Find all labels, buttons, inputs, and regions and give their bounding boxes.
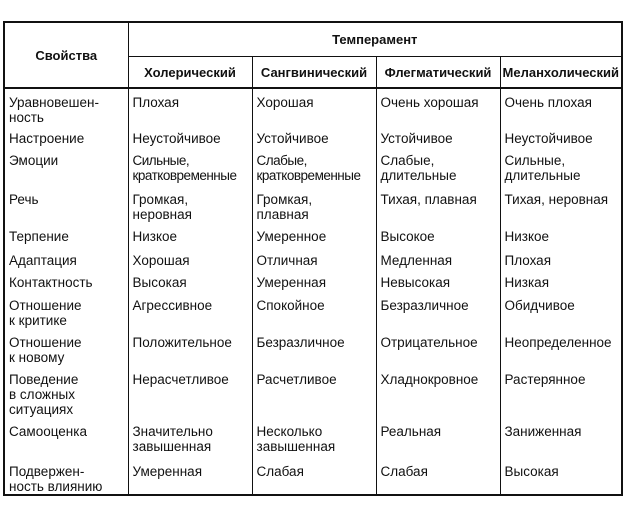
value-cell: Слабые, длительные bbox=[376, 147, 500, 186]
property-cell: Адаптация bbox=[4, 247, 128, 269]
value-cell: Безразличное bbox=[252, 329, 376, 366]
value-cell: Отличная bbox=[252, 247, 376, 269]
value-cell: Неопределенное bbox=[500, 329, 622, 366]
table-row bbox=[4, 88, 622, 125]
value-cell: Нерасчетливое bbox=[128, 366, 252, 418]
type-header-choleric: Холерический bbox=[128, 57, 252, 89]
property-cell: Речь bbox=[4, 186, 128, 223]
value-cell: Сильные, длительные bbox=[500, 147, 622, 186]
value-cell: Несколько завышенная bbox=[252, 418, 376, 458]
value-cell: Плохая bbox=[128, 88, 252, 125]
value-cell: Низкое bbox=[128, 223, 252, 247]
property-cell: Настроение bbox=[4, 125, 128, 147]
value-cell: Значительно завышенная bbox=[128, 418, 252, 458]
value-cell: Громкая, неровная bbox=[128, 186, 252, 223]
table-row bbox=[4, 418, 622, 458]
value-cell: Высокая bbox=[500, 458, 622, 495]
value-cell: Отрицательное bbox=[376, 329, 500, 366]
value-cell: Неустойчивое bbox=[500, 125, 622, 147]
value-cell: Устойчивое bbox=[376, 125, 500, 147]
value-cell: Низкое bbox=[500, 223, 622, 247]
table-row bbox=[4, 329, 622, 366]
table-row bbox=[4, 186, 622, 223]
value-cell: Спокойное bbox=[252, 292, 376, 329]
properties-column-header: Свойства bbox=[4, 22, 128, 88]
value-cell: Положительное bbox=[128, 329, 252, 366]
value-cell: Тихая, неровная bbox=[500, 186, 622, 223]
type-header-melancholic: Меланхолический bbox=[500, 57, 622, 89]
value-cell: Низкая bbox=[500, 269, 622, 292]
value-cell: Слабая bbox=[376, 458, 500, 495]
temperament-group-header: Темперамент bbox=[128, 22, 622, 57]
table-row bbox=[4, 458, 622, 495]
value-cell: Хорошая bbox=[252, 88, 376, 125]
property-cell: Отношение к новому bbox=[4, 329, 128, 366]
value-cell: Медленная bbox=[376, 247, 500, 269]
value-cell: Обидчивое bbox=[500, 292, 622, 329]
property-cell: Поведение в сложных ситуациях bbox=[4, 366, 128, 418]
value-cell: Хорошая bbox=[128, 247, 252, 269]
value-cell: Умеренная bbox=[252, 269, 376, 292]
table-row bbox=[4, 223, 622, 247]
value-cell: Невысокая bbox=[376, 269, 500, 292]
value-cell: Очень хорошая bbox=[376, 88, 500, 125]
property-cell: Отношение к критике bbox=[4, 292, 128, 329]
value-cell: Хладнокровное bbox=[376, 366, 500, 418]
property-cell: Уравновешен- ность bbox=[4, 88, 128, 125]
value-cell: Агрессивное bbox=[128, 292, 252, 329]
value-cell: Сильные, кратковременные bbox=[128, 147, 252, 186]
value-cell: Слабые, кратковременные bbox=[252, 147, 376, 186]
table-row bbox=[4, 147, 622, 186]
value-cell: Заниженная bbox=[500, 418, 622, 458]
value-cell: Высокое bbox=[376, 223, 500, 247]
table-row bbox=[4, 366, 622, 418]
property-cell: Подвержен- ность влиянию bbox=[4, 458, 128, 495]
value-cell: Умеренное bbox=[252, 223, 376, 247]
value-cell: Расчетливое bbox=[252, 366, 376, 418]
value-cell: Растерянное bbox=[500, 366, 622, 418]
value-cell: Устойчивое bbox=[252, 125, 376, 147]
table-row bbox=[4, 269, 622, 292]
temperament-table bbox=[3, 21, 623, 496]
value-cell: Тихая, плавная bbox=[376, 186, 500, 223]
value-cell: Плохая bbox=[500, 247, 622, 269]
value-cell: Громкая, плавная bbox=[252, 186, 376, 223]
table-body bbox=[4, 88, 622, 495]
property-cell: Контактность bbox=[4, 269, 128, 292]
value-cell: Реальная bbox=[376, 418, 500, 458]
property-cell: Терпение bbox=[4, 223, 128, 247]
temperament-table-page bbox=[3, 21, 621, 522]
value-cell: Неустойчивое bbox=[128, 125, 252, 147]
table-row bbox=[4, 292, 622, 329]
value-cell: Безразличное bbox=[376, 292, 500, 329]
table-row bbox=[4, 247, 622, 269]
type-header-phlegmatic: Флегматический bbox=[376, 57, 500, 89]
value-cell: Умеренная bbox=[128, 458, 252, 495]
value-cell: Слабая bbox=[252, 458, 376, 495]
property-cell: Самооценка bbox=[4, 418, 128, 458]
value-cell: Очень плохая bbox=[500, 88, 622, 125]
value-cell: Высокая bbox=[128, 269, 252, 292]
property-cell: Эмоции bbox=[4, 147, 128, 186]
type-header-sanguine: Сангвинический bbox=[252, 57, 376, 89]
table-row bbox=[4, 125, 622, 147]
